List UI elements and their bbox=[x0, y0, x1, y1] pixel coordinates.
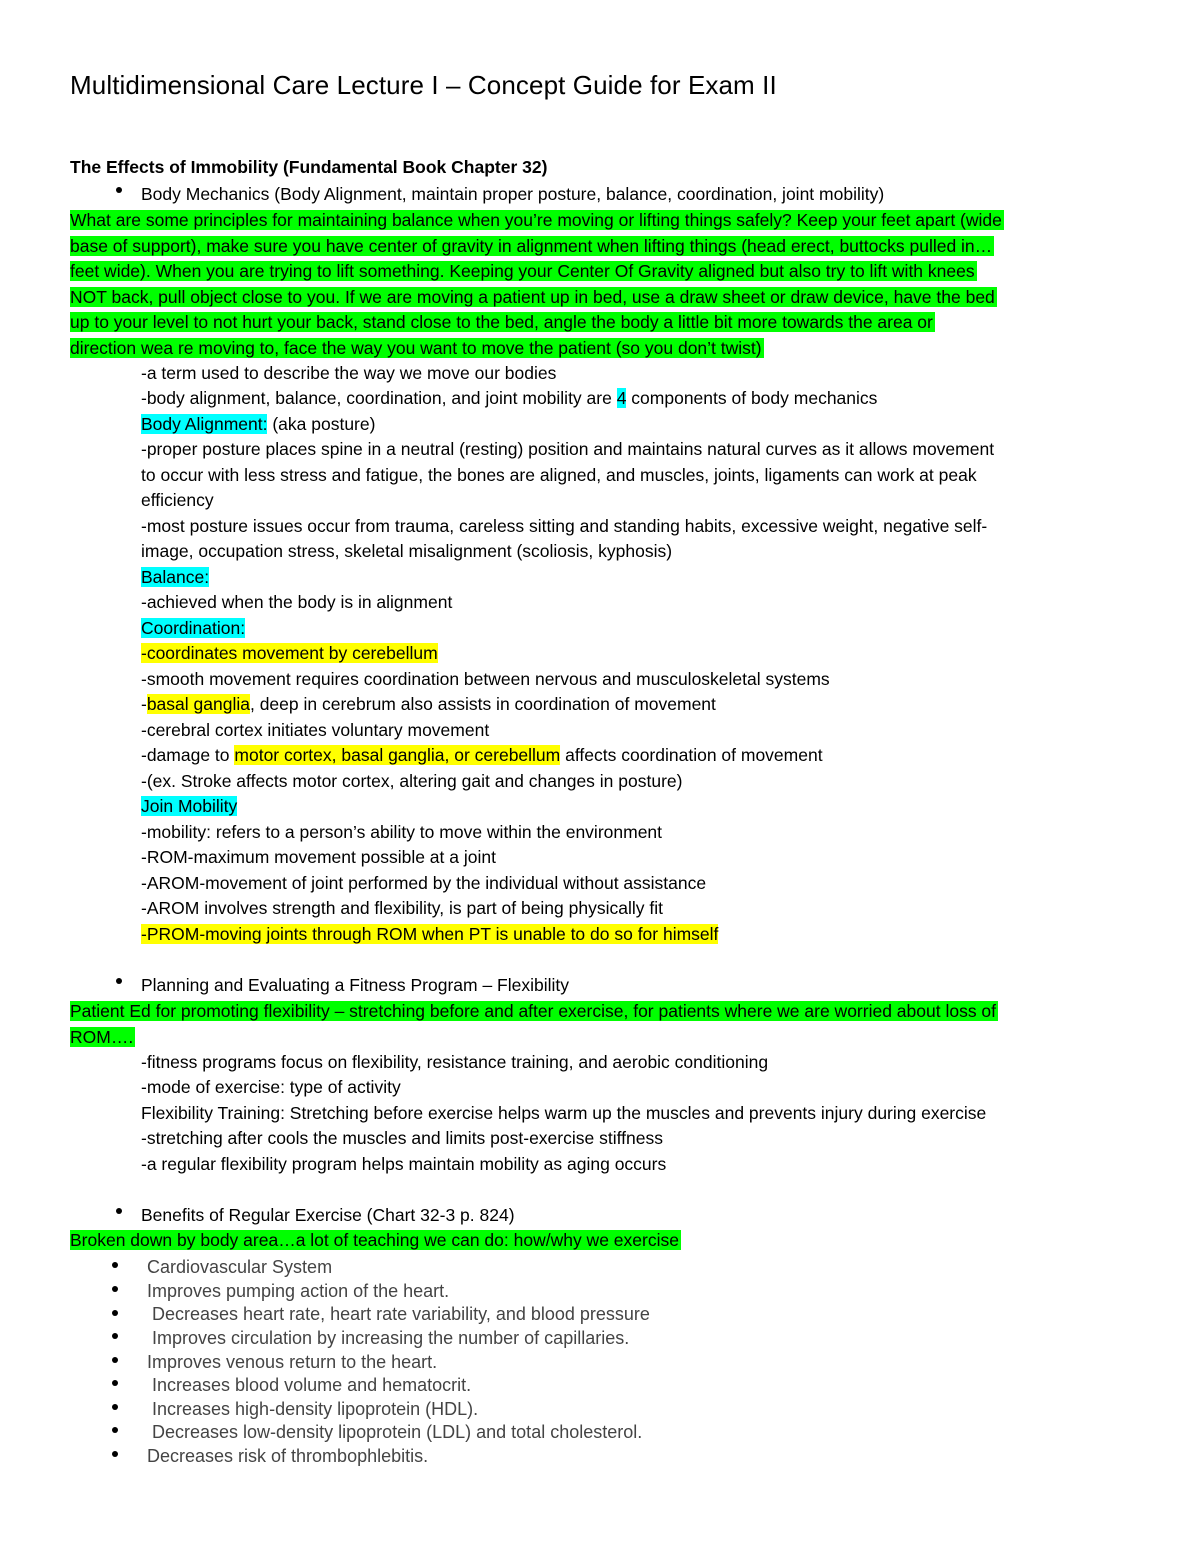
bullet-dot bbox=[112, 1333, 118, 1339]
benefit-item: Decreases risk of thrombophlebitis. bbox=[147, 1446, 429, 1466]
benefit-item: Improves pumping action of the heart. bbox=[147, 1281, 450, 1301]
note-line: up to your level to not hurt your back, stand close to the bed, angle the body a little bit more towards the area or bbox=[70, 312, 933, 332]
note-line: -mode of exercise: type of activity bbox=[141, 1077, 401, 1097]
note-text: - bbox=[141, 694, 147, 714]
bullet-dot bbox=[112, 1310, 118, 1316]
note-line: -proper posture places spine in a neutral (resting) position and maintains natural curves as it allows movement bbox=[141, 439, 995, 459]
note-line bbox=[141, 386, 877, 412]
note-line: -a term used to describe the way we move our bodies bbox=[141, 363, 557, 383]
highlight-text: basal ganglia bbox=[146, 694, 250, 714]
bullet-dot bbox=[112, 1286, 118, 1292]
label-coordination: Coordination: bbox=[141, 618, 246, 638]
note-line: Broken down by body area…a lot of teaching we can do: how/why we exercise bbox=[70, 1230, 679, 1250]
benefit-item: Improves circulation by increasing the number of capillaries. bbox=[147, 1328, 630, 1348]
highlight-text: -PROM-moving joints through ROM when PT is unable to do so for himself bbox=[141, 924, 719, 944]
note-text: -damage to bbox=[141, 745, 235, 765]
highlighted-note-flexibility bbox=[70, 999, 1130, 1050]
note-line: direction wea re moving to, face the way you want to move the patient (so you don’t twist) bbox=[70, 337, 762, 358]
note-line bbox=[141, 692, 716, 718]
bullet-dot bbox=[112, 1427, 118, 1433]
note-line: What are some principles for maintaining balance when you’re moving or lifting things safely? Keep your feet apart (wide bbox=[70, 210, 1002, 230]
note-line bbox=[141, 794, 237, 820]
note-line bbox=[141, 412, 375, 438]
note-line: -a regular flexibility program helps maintain mobility as aging occurs bbox=[141, 1154, 667, 1174]
benefit-item: Increases high-density lipoprotein (HDL). bbox=[147, 1399, 479, 1419]
note-line: base of support), make sure you have center of gravity in alignment when lifting things (head erect, buttocks pulled in… bbox=[70, 235, 993, 256]
note-text: -body alignment, balance, coordination, and joint mobility are bbox=[141, 388, 617, 408]
note-text: , deep in cerebrum also assists in coordination of movement bbox=[249, 694, 716, 714]
benefit-item: Improves venous return to the heart. bbox=[147, 1352, 438, 1372]
bullet-dot bbox=[112, 1380, 118, 1386]
bullet-dot bbox=[116, 1208, 122, 1214]
note-line bbox=[141, 743, 823, 769]
note-line bbox=[141, 616, 245, 642]
note-line bbox=[141, 565, 209, 591]
note-line bbox=[141, 641, 438, 667]
bullet-body-mechanics: Body Mechanics (Body Alignment, maintain proper posture, balance, coordination, joint mobility) bbox=[141, 184, 885, 204]
bullet-benefits-exercise: Benefits of Regular Exercise (Chart 32-3 p. 824) bbox=[141, 1205, 515, 1225]
highlighted-note-body-area bbox=[70, 1228, 681, 1254]
note-line: -fitness programs focus on flexibility, resistance training, and aerobic conditioning bbox=[141, 1052, 769, 1072]
label-joint-mobility: Join Mobility bbox=[141, 796, 238, 816]
label-balance: Balance: bbox=[141, 567, 210, 587]
bullet-dot bbox=[116, 978, 122, 984]
note-text: components of body mechanics bbox=[626, 388, 878, 408]
note-line: efficiency bbox=[141, 490, 214, 510]
bullet-dot bbox=[112, 1357, 118, 1363]
bullet-dot bbox=[112, 1404, 118, 1410]
note-line: -(ex. Stroke affects motor cortex, altering gait and changes in posture) bbox=[141, 771, 683, 791]
note-line: -smooth movement requires coordination between nervous and musculoskeletal systems bbox=[141, 669, 830, 689]
note-line: -AROM involves strength and flexibility, is part of being physically fit bbox=[141, 898, 663, 918]
note-line: Flexibility Training: Stretching before exercise helps warm up the muscles and prevents injury during exercise bbox=[141, 1103, 987, 1123]
note-line: -ROM-maximum movement possible at a joint bbox=[141, 847, 496, 867]
benefit-item: Decreases low-density lipoprotein (LDL) and total cholesterol. bbox=[147, 1422, 643, 1442]
note-line: NOT back, pull object close to you. If we are moving a patient up in bed, use a draw sheet or draw device, have the bed bbox=[70, 286, 995, 307]
note-line: ROM…. bbox=[70, 1026, 134, 1047]
note-line: image, occupation stress, skeletal misalignment (scoliosis, kyphosis) bbox=[141, 541, 673, 561]
highlight-number: 4 bbox=[616, 388, 627, 408]
benefit-item: Increases blood volume and hematocrit. bbox=[147, 1375, 472, 1395]
note-text: affects coordination of movement bbox=[560, 745, 823, 765]
note-line bbox=[141, 922, 718, 948]
bullet-dot bbox=[112, 1262, 118, 1268]
highlight-text: motor cortex, basal ganglia, or cerebellum bbox=[234, 745, 561, 765]
note-line: -AROM-movement of joint performed by the individual without assistance bbox=[141, 873, 707, 893]
label-body-alignment: Body Alignment: bbox=[141, 414, 268, 434]
section-heading: The Effects of Immobility (Fundamental Book Chapter 32) bbox=[70, 157, 548, 177]
highlight-text: -coordinates movement by cerebellum bbox=[141, 643, 438, 663]
bullet-fitness-program: Planning and Evaluating a Fitness Program – Flexibility bbox=[141, 975, 569, 995]
note-line: -stretching after cools the muscles and limits post-exercise stiffness bbox=[141, 1128, 663, 1148]
highlighted-note-balance-principles bbox=[70, 208, 1130, 361]
note-line: Patient Ed for promoting flexibility – stretching before and after exercise, for patients where we are worried about loss of bbox=[70, 1001, 997, 1021]
note-line: feet wide). When you are trying to lift something. Keeping your Center Of Gravity aligned but also try to lift with knees bbox=[70, 261, 975, 281]
note-line: -most posture issues occur from trauma, careless sitting and standing habits, excessive weight, negative self- bbox=[141, 516, 988, 536]
note-text: (aka posture) bbox=[267, 414, 376, 434]
note-line: -cerebral cortex initiates voluntary movement bbox=[141, 720, 490, 740]
bullet-dot bbox=[112, 1451, 118, 1457]
benefit-item: Cardiovascular System bbox=[147, 1257, 333, 1277]
note-line: -mobility: refers to a person’s ability to move within the environment bbox=[141, 822, 663, 842]
bullet-dot bbox=[116, 187, 122, 193]
document-title: Multidimensional Care Lecture I – Concept Guide for Exam II bbox=[70, 70, 777, 100]
note-line: -achieved when the body is in alignment bbox=[141, 592, 453, 612]
benefit-item: Decreases heart rate, heart rate variability, and blood pressure bbox=[147, 1304, 650, 1324]
note-line: to occur with less stress and fatigue, the bones are aligned, and muscles, joints, ligaments can work at peak bbox=[141, 465, 977, 485]
